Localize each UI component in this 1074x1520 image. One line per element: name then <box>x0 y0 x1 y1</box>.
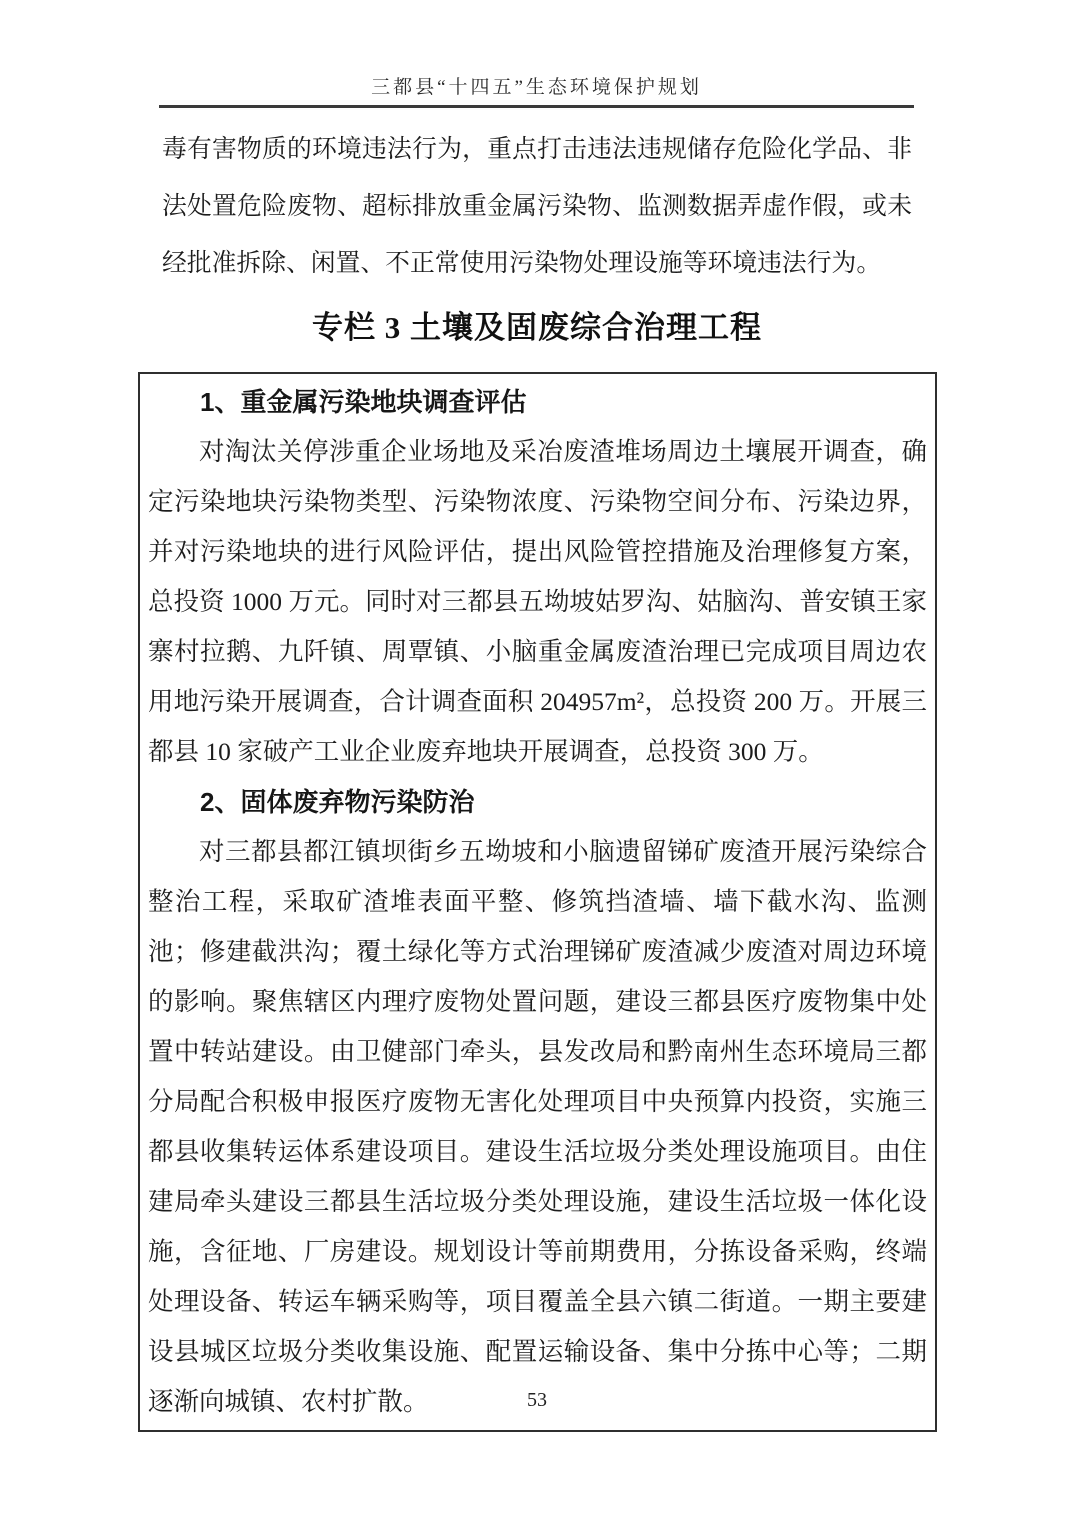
body-paragraph: 毒有害物质的环境违法行为，重点打击违法违规储存危险化学品、非法处置危险废物、超标排放重金属污染物、监测数据弄虚作假，或未经批准拆除、闲置、不正常使用污染物处理设施等环境违法行为。 <box>162 136 912 277</box>
page-footer <box>0 1386 1074 1416</box>
header-rule <box>159 105 914 108</box>
section-1-paragraph: 对淘汰关停涉重企业场地及采冶废渣堆场周边土壤展开调查，确定污染地块污染物类型、污染物浓度、污染物空间分布、污染边界，并对污染地块的进行风险评估，提出风险管控措施及治理修复方案，总投资 1000 万元。同时对三都县五坳坡姑罗沟、姑脑沟、普安镇王家寨村拉鹅、九阡镇、周覃镇、小脑重金属废渣治理已完成项目周边农用地污染开展调查，合计调查面积 204957m²，总投资 200 万。开展三都县 10 家破产工业企业废弃地块开展调查，总投资 300 万。 <box>148 437 927 766</box>
header-title: 三都县“十四五”生态环境保护规划 <box>371 77 702 98</box>
page-header <box>159 72 914 108</box>
panel-box <box>138 372 937 1432</box>
section-2-heading: 2、固体废弃物污染防治 <box>200 787 475 817</box>
section-1-heading: 1、重金属污染地块调查评估 <box>200 387 527 417</box>
section-2-paragraph: 对三都县都江镇坝街乡五坳坡和小脑遗留锑矿废渣开展污染综合整治工程，采取矿渣堆表面平整、修筑挡渣墙、墙下截水沟、监测池；修建截洪沟；覆土绿化等方式治理锑矿废渣减少废渣对周边环境的影响。聚焦辖区内理疗废物处置问题，建设三都县医疗废物集中处置中转站建设。由卫健部门牵头，县发改局和黔南州生态环境局三都分局配合积极申报医疗废物无害化处理项目中央预算内投资，实施三都县收集转运体系建设项目。建设生活垃圾分类处理设施项目。由住建局牵头建设三都县生活垃圾分类处理设施，建设生活垃圾一体化设施，含征地、厂房建设。规划设计等前期费用，分拣设备采购，终端处理设备、转运车辆采购等，项目覆盖全县六镇二街道。一期主要建设县城区垃圾分类收集设施、配置运输设备、集中分拣中心等；二期逐渐向城镇、农村扩散。 <box>148 837 927 1416</box>
panel-section-2 <box>148 777 927 1427</box>
panel-section-1 <box>148 377 927 777</box>
page-number: 53 <box>527 1389 547 1411</box>
panel-title: 专栏 3 土壤及固废综合治理工程 <box>312 310 762 345</box>
